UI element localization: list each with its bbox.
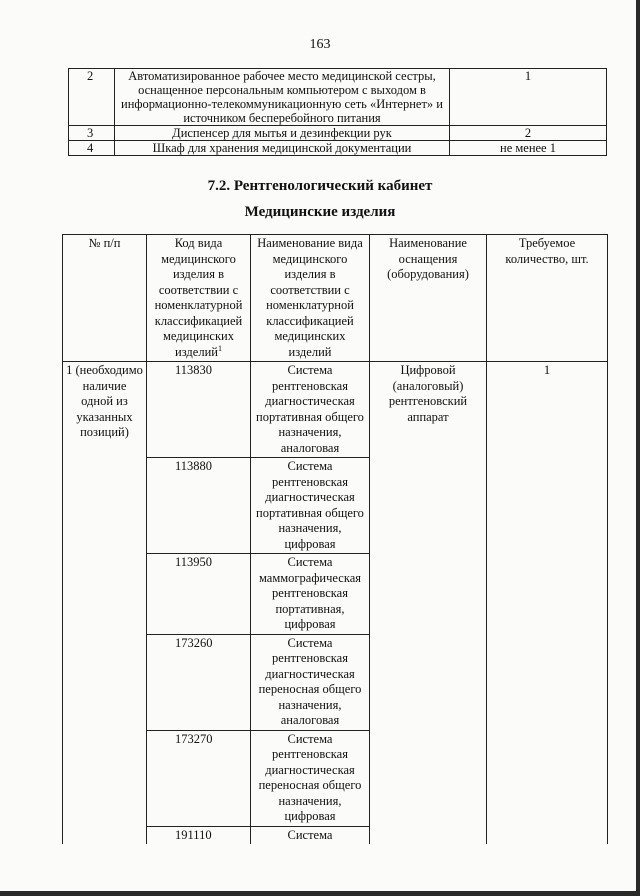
table-row — [63, 362, 608, 458]
subsection-title: Медицинские изделия — [244, 204, 396, 220]
device-name: Система рентгеновская диагностическая портативная общего назначения, цифровая — [251, 458, 370, 554]
required-quantity: 1 — [487, 362, 608, 845]
device-code: 191110 — [147, 826, 251, 844]
device-code: 113880 — [147, 458, 251, 554]
row-name: Диспенсер для мытья и дезинфекции рук — [115, 126, 450, 141]
section-title: 7.2. Рентгенологический кабинет — [207, 178, 433, 194]
row-quantity: 1 — [450, 69, 607, 126]
header-quantity: Требуемое количество, шт. — [487, 235, 608, 362]
row-name: Автоматизированное рабочее место медицинской сестры, оснащенное персональным компьютером с выходом в информационно-телекоммуникационную сеть «Интернет» и источником бесперебойного питания — [115, 69, 450, 126]
header-kind: Наименование вида медицинского изделия в соответствии с номенклатурной классификацией медицинских изделий — [251, 235, 370, 362]
row-number: 4 — [69, 141, 115, 156]
header-code-text: Код вида медицинского изделия в соответствии с номенклатурной классификацией медицинских изделий — [154, 236, 243, 359]
table-row — [69, 126, 607, 141]
page-number: 163 — [309, 37, 331, 52]
device-name: Система маммографическая рентгеновская портативная, цифровая — [251, 554, 370, 635]
device-code: 113950 — [147, 554, 251, 635]
row-number: 3 — [69, 126, 115, 141]
header-code — [147, 235, 251, 362]
equipment-name: Цифровой (аналоговый) рентгеновский аппарат — [370, 362, 487, 845]
device-name: Система рентгеновская диагностическая переносная общего назначения, цифровая — [251, 730, 370, 826]
device-code: 173260 — [147, 634, 251, 730]
header-equipment: Наименование оснащения (оборудования) — [370, 235, 487, 362]
table-header-row — [63, 235, 608, 362]
row-name: Шкаф для хранения медицинской документации — [115, 141, 450, 156]
device-code: 173270 — [147, 730, 251, 826]
group-number: 1 (необходимо наличие одной из указанных позиций) — [63, 362, 147, 845]
row-quantity: не менее 1 — [450, 141, 607, 156]
device-code: 113830 — [147, 362, 251, 458]
table-row — [69, 69, 607, 126]
device-name: Система рентгеновская диагностическая переносная общего назначения, аналоговая — [251, 634, 370, 730]
medical-devices-table — [62, 234, 608, 844]
equipment-table-continued — [68, 68, 607, 156]
table-row — [69, 141, 607, 156]
row-quantity: 2 — [450, 126, 607, 141]
device-name: Система — [251, 826, 370, 844]
header-number: № п/п — [63, 235, 147, 362]
row-number: 2 — [69, 69, 115, 126]
footnote-marker: 1 — [217, 343, 222, 353]
device-name: Система рентгеновская диагностическая портативная общего назначения, аналоговая — [251, 362, 370, 458]
